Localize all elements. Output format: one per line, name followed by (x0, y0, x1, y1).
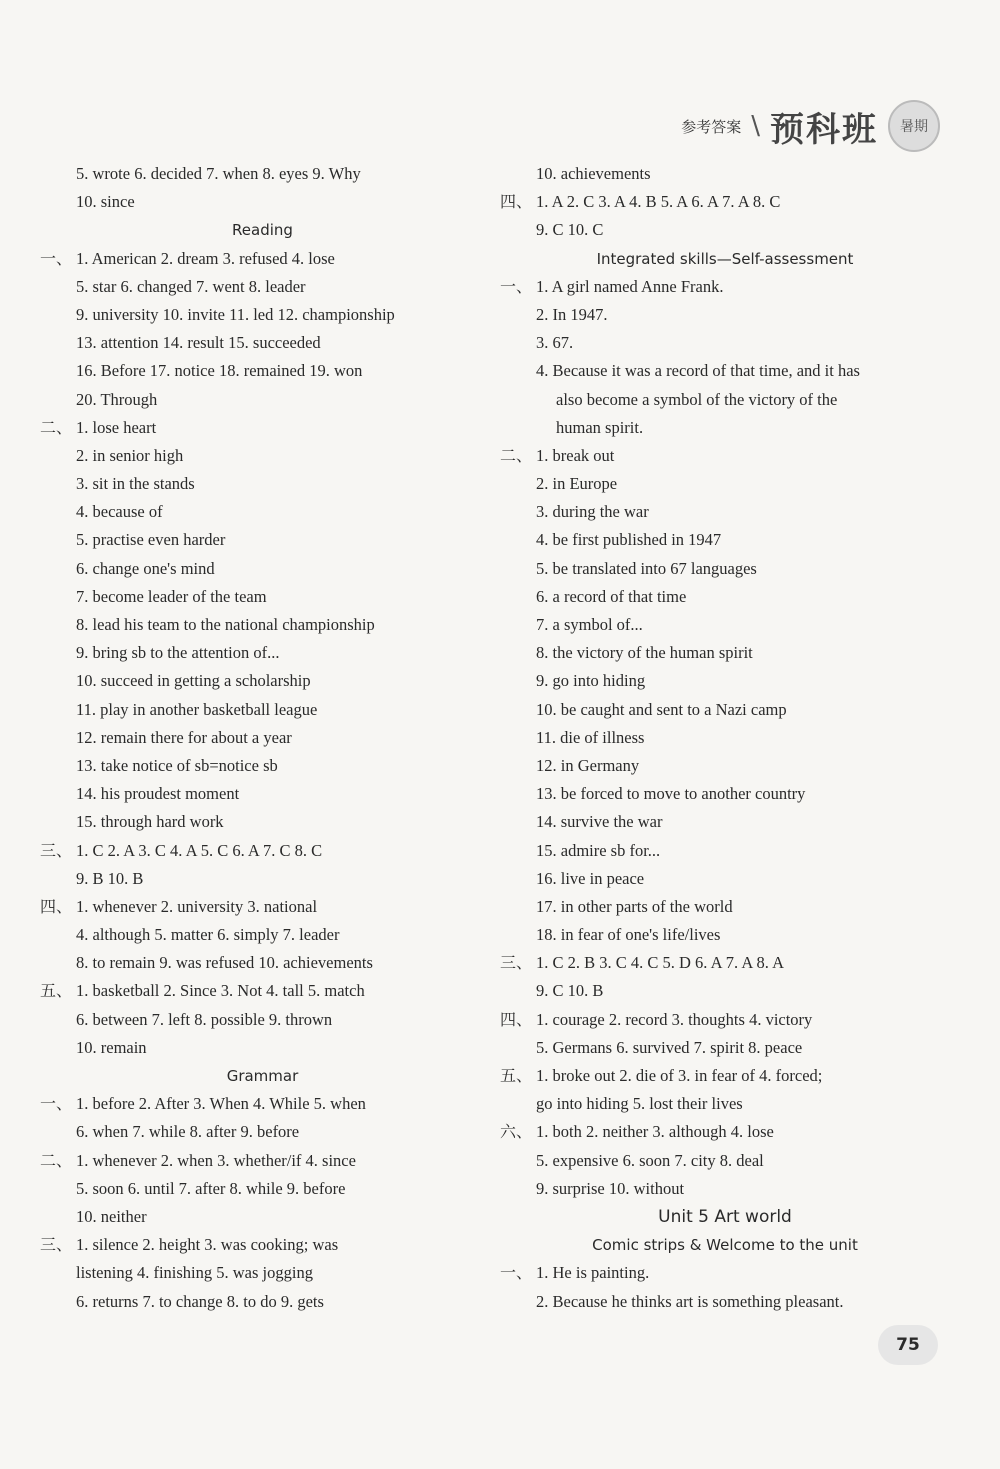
answer-text: 11. play in another basketball league (76, 699, 318, 719)
section-number: 二、 (500, 445, 533, 465)
answer-text: 5. wrote 6. decided 7. when 8. eyes 9. Why (76, 164, 361, 183)
answer-text: 6. returns 7. to change 8. to do 9. gets (76, 1291, 324, 1311)
answer-text: 14. his proudest moment (76, 784, 240, 804)
answer-line (40, 188, 485, 216)
answer-text: 3. during the war (536, 502, 649, 522)
section-heading: Integrated skills—Self-assessment (596, 249, 854, 268)
answer-line (500, 780, 950, 808)
answer-text: 8. to remain 9. was refused 10. achievements (76, 953, 373, 973)
answer-line (500, 1034, 950, 1062)
answer-line (500, 1090, 950, 1118)
answer-line (40, 1090, 485, 1118)
answer-text: 4. because of (76, 502, 163, 522)
answer-text: 9. surprise 10. without (536, 1178, 685, 1198)
answer-text: 17. in other parts of the world (536, 896, 733, 916)
answer-line (40, 921, 485, 949)
answer-line (40, 893, 485, 921)
answer-line (500, 1259, 950, 1287)
answer-line (40, 414, 485, 442)
answer-text: 4. be first published in 1947 (536, 530, 722, 550)
answer-line (40, 357, 485, 385)
section-number: 三、 (500, 953, 533, 973)
answer-line (500, 977, 950, 1005)
answer-line (40, 470, 485, 498)
right-column (500, 160, 950, 1316)
answer-text: 1. He is painting. (536, 1263, 650, 1283)
answer-line (500, 1062, 950, 1090)
answer-continuation (500, 386, 950, 414)
answer-text: 18. in fear of one's life/lives (536, 925, 721, 945)
answer-text: human spirit. (556, 417, 644, 437)
section-number: 六、 (500, 1122, 533, 1142)
answer-text: 9. go into hiding (536, 671, 646, 691)
section-heading: Comic strips & Welcome to the unit (592, 1236, 858, 1255)
answer-text: 1. whenever 2. university 3. national (76, 896, 318, 916)
answer-line (500, 865, 950, 893)
answer-line (40, 611, 485, 639)
answer-line (40, 865, 485, 893)
answer-continuation (500, 414, 950, 442)
answer-line (500, 808, 950, 836)
answer-line (500, 583, 950, 611)
answer-text: 13. attention 14. result 15. succeeded (76, 333, 321, 353)
answer-text: 7. a symbol of... (536, 615, 643, 634)
answer-text: 20. Through (76, 389, 158, 409)
answer-line (500, 893, 950, 921)
answer-line (40, 1259, 485, 1287)
answer-text: 1. C 2. A 3. C 4. A 5. C 6. A 7. C 8. C (76, 840, 323, 860)
answer-line (500, 1118, 950, 1146)
answer-text: 12. remain there for about a year (76, 727, 292, 747)
section-number: 三、 (40, 1235, 73, 1255)
answer-text: 1. basketball 2. Since 3. Not 4. tall 5. match (76, 981, 365, 1001)
answer-line (40, 498, 485, 526)
answer-text: 1. C 2. B 3. C 4. C 5. D 6. A 7. A 8. A (536, 953, 785, 973)
answer-text: 6. between 7. left 8. possible 9. thrown (76, 1009, 333, 1029)
answer-text: 1. broke out 2. die of 3. in fear of 4. forced; (536, 1066, 823, 1085)
answer-line (40, 837, 485, 865)
section-number: 五、 (500, 1066, 533, 1085)
answer-line (40, 1203, 485, 1231)
header-label: 参考答案 (681, 117, 742, 136)
answer-line (40, 1006, 485, 1034)
answer-text: 5. Germans 6. survived 7. spirit 8. peace (536, 1037, 803, 1057)
answer-line (40, 808, 485, 836)
answer-text: 11. die of illness (536, 727, 645, 747)
answer-line (40, 1175, 485, 1203)
answer-text: 10. since (76, 192, 135, 212)
answer-text: 10. achievements (536, 164, 651, 183)
answer-line (40, 1288, 485, 1316)
answer-text: 9. university 10. invite 11. led 12. championship (76, 304, 395, 324)
answer-text: 15. through hard work (76, 812, 224, 832)
answer-text: 14. survive the war (536, 812, 663, 832)
answer-line (40, 780, 485, 808)
answer-line (500, 611, 950, 639)
answer-text: 2. Because he thinks art is something pleasant. (536, 1291, 844, 1311)
answer-text: 2. in senior high (76, 445, 184, 465)
answer-line (40, 1231, 485, 1259)
answer-line (40, 977, 485, 1005)
answer-line (500, 696, 950, 724)
header-brand: 预科班 (770, 109, 878, 150)
answer-text: 15. admire sb for... (536, 840, 661, 860)
answer-text: also become a symbol of the victory of the (556, 389, 838, 409)
answer-line (500, 639, 950, 667)
section-heading: Grammar (226, 1067, 299, 1085)
answer-text: 3. sit in the stands (76, 474, 195, 494)
section-number: 一、 (40, 248, 73, 268)
left-column (40, 160, 485, 1316)
answer-text: 9. B 10. B (76, 868, 144, 888)
section-number: 三、 (40, 840, 73, 860)
answer-line (40, 329, 485, 357)
header-badge: 暑期 (888, 100, 940, 152)
answer-text: 13. take notice of sb=notice sb (76, 755, 278, 775)
answer-text: 1. before 2. After 3. When 4. While 5. when (76, 1094, 366, 1114)
answer-text: 1. lose heart (76, 417, 157, 437)
header-slash: \ (751, 111, 760, 141)
answer-line (40, 583, 485, 611)
answer-line (500, 921, 950, 949)
answer-line (500, 752, 950, 780)
answer-line (500, 526, 950, 554)
answer-line (40, 555, 485, 583)
answer-text: 5. practise even harder (76, 530, 226, 550)
answer-text: 13. be forced to move to another country (536, 784, 806, 804)
answer-text: 2. In 1947. (536, 304, 608, 324)
answer-text: 1. break out (536, 445, 615, 465)
answer-line (500, 1006, 950, 1034)
answer-line (500, 442, 950, 470)
section-number: 四、 (40, 896, 73, 916)
answer-line (40, 667, 485, 695)
answer-text: 5. expensive 6. soon 7. city 8. deal (536, 1150, 764, 1170)
answer-line (500, 160, 950, 188)
page-number: 75 (878, 1325, 938, 1365)
answer-text: 5. be translated into 67 languages (536, 558, 757, 578)
answer-text: 1. silence 2. height 3. was cooking; was (76, 1235, 339, 1255)
answer-text: 8. the victory of the human spirit (536, 643, 753, 663)
answer-text: 6. when 7. while 8. after 9. before (76, 1122, 300, 1142)
answer-line (40, 1147, 485, 1175)
answer-line (500, 188, 950, 216)
answer-line (500, 1147, 950, 1175)
section-number: 二、 (40, 417, 73, 437)
answer-line (500, 301, 950, 329)
answer-line (500, 949, 950, 977)
answer-line (40, 245, 485, 273)
answer-text: 9. C 10. B (536, 981, 604, 1001)
section-number: 四、 (500, 192, 533, 212)
answer-text: 1. courage 2. record 3. thoughts 4. victory (536, 1009, 813, 1029)
section-number: 一、 (500, 1263, 533, 1283)
answer-line (40, 696, 485, 724)
page-header (681, 96, 940, 156)
answer-text: 10. remain (76, 1037, 147, 1057)
section-number: 一、 (500, 276, 533, 296)
answer-text: 12. in Germany (536, 755, 640, 775)
section-number: 一、 (40, 1094, 73, 1114)
answer-line (500, 357, 950, 385)
answer-line (500, 498, 950, 526)
answer-line (40, 526, 485, 554)
answer-text: 8. lead his team to the national championship (76, 615, 375, 634)
answer-text: 10. be caught and sent to a Nazi camp (536, 699, 787, 719)
answer-line (40, 724, 485, 752)
answer-line (500, 216, 950, 244)
answer-text: 1. A 2. C 3. A 4. B 5. A 6. A 7. A 8. C (536, 192, 781, 212)
answer-text: 10. neither (76, 1206, 147, 1226)
answer-line (40, 273, 485, 301)
answer-text: 1. A girl named Anne Frank. (536, 276, 724, 296)
answer-text: 5. soon 6. until 7. after 8. while 9. before (76, 1178, 346, 1198)
answer-text: 1. whenever 2. when 3. whether/if 4. since (76, 1150, 356, 1170)
answer-text: 7. become leader of the team (76, 586, 267, 606)
answer-text: listening 4. finishing 5. was jogging (76, 1263, 313, 1283)
answer-text: 16. live in peace (536, 868, 645, 888)
answer-text: 4. although 5. matter 6. simply 7. leader (76, 925, 340, 945)
unit-title: Unit 5 Art world (658, 1206, 792, 1227)
answer-line (40, 386, 485, 414)
section-number: 二、 (40, 1150, 73, 1170)
answer-text: go into hiding 5. lost their lives (536, 1094, 743, 1114)
answer-text: 4. Because it was a record of that time, and it has (536, 361, 860, 381)
answer-line (40, 949, 485, 977)
answer-text: 9. C 10. C (536, 220, 604, 240)
answer-line (500, 1288, 950, 1316)
answer-text: 3. 67. (536, 333, 574, 353)
answer-text: 1. American 2. dream 3. refused 4. lose (76, 248, 335, 268)
answer-text: 5. star 6. changed 7. went 8. leader (76, 276, 306, 296)
answer-line (500, 555, 950, 583)
answer-line (500, 837, 950, 865)
answer-text: 10. succeed in getting a scholarship (76, 671, 311, 691)
answer-line (40, 301, 485, 329)
answer-line (40, 1118, 485, 1146)
answer-line (500, 1175, 950, 1203)
answer-line (40, 1034, 485, 1062)
answer-line (500, 329, 950, 357)
answer-text: 2. in Europe (536, 474, 618, 494)
section-number: 四、 (500, 1009, 533, 1029)
answer-line (40, 160, 485, 188)
answer-text: 6. change one's mind (76, 558, 215, 578)
answer-line (500, 724, 950, 752)
section-number: 五、 (40, 981, 73, 1001)
answer-text: 9. bring sb to the attention of... (76, 643, 280, 663)
answer-text: 16. Before 17. notice 18. remained 19. won (76, 361, 363, 381)
answer-line (40, 639, 485, 667)
answer-text: 6. a record of that time (536, 586, 687, 606)
answer-line (40, 442, 485, 470)
answer-line (40, 752, 485, 780)
answer-text: 1. both 2. neither 3. although 4. lose (536, 1122, 774, 1142)
answer-line (500, 470, 950, 498)
answer-line (500, 667, 950, 695)
section-heading: Reading (232, 221, 293, 240)
answer-line (500, 273, 950, 301)
